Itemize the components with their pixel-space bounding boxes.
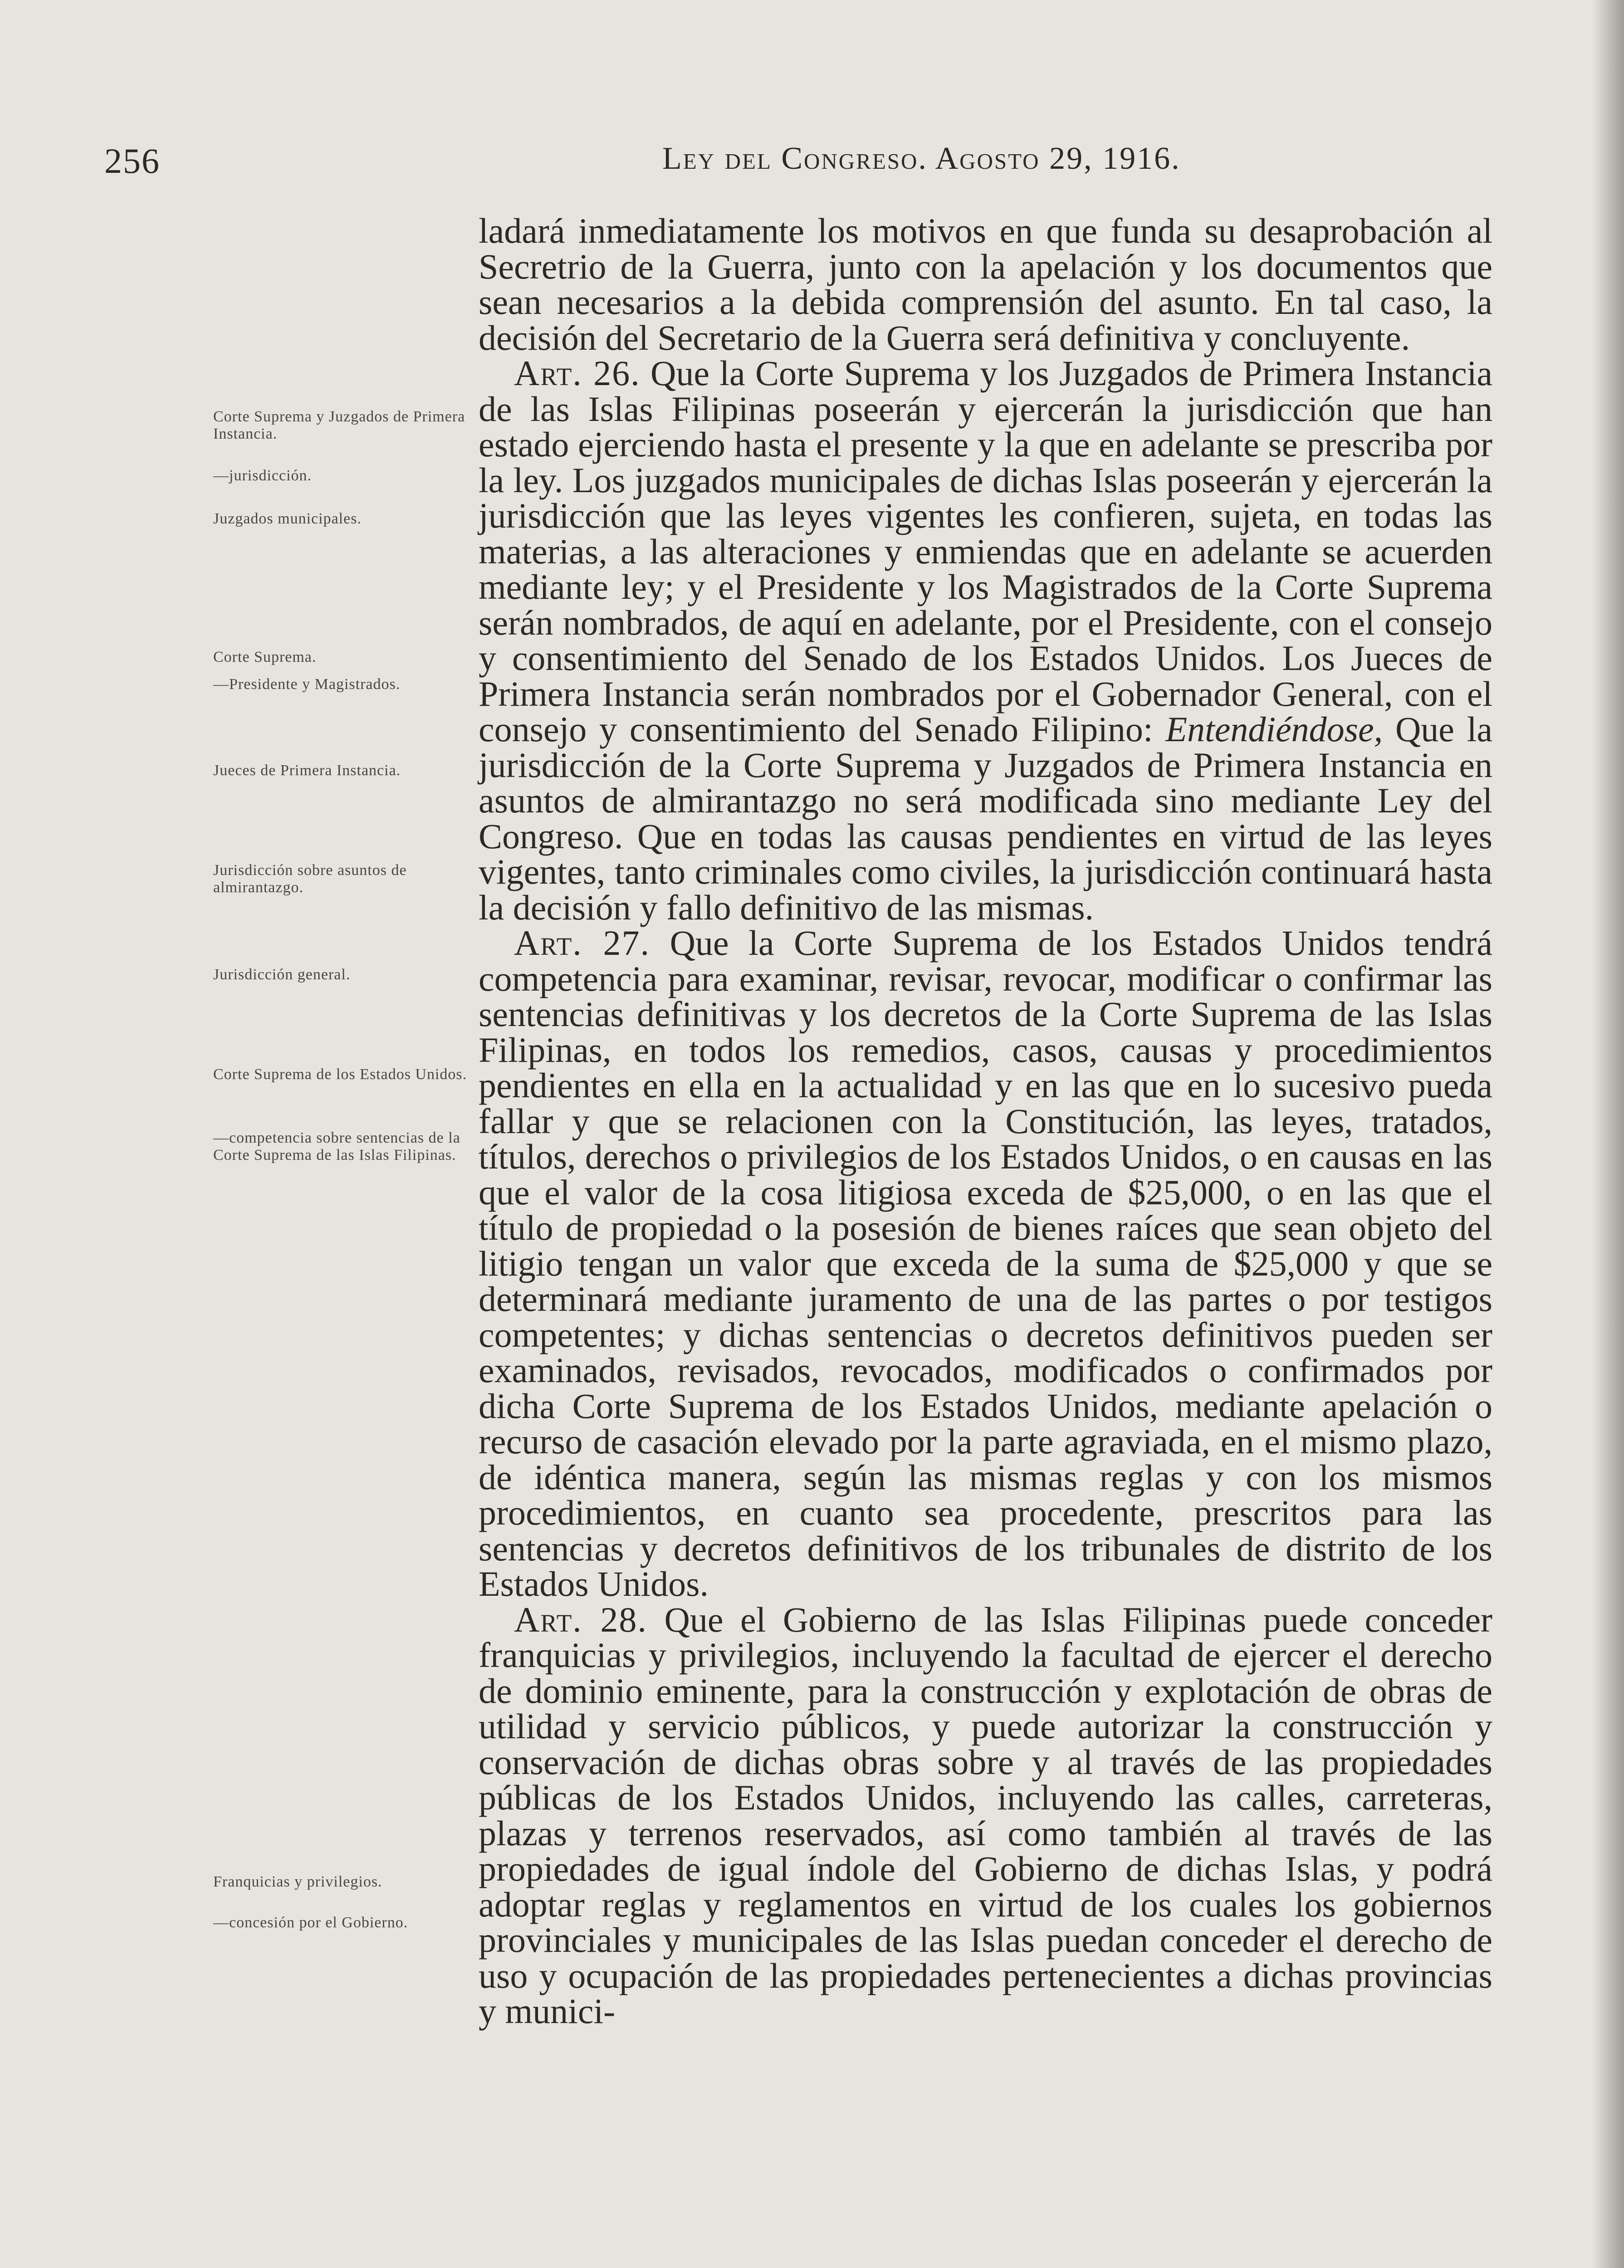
paragraph-art-28 xyxy=(479,1599,1493,2031)
sidenote-jurisdiccion: —jurisdicción. xyxy=(213,467,312,484)
article-28-text: Que el Gobierno de las Islas Filipinas puede conceder franquicias y privilegios, incluyendo la facultad de ejercer el derecho de dominio eminente, para la construcción y explotación de obras de utilidad y servicio públicos, y puede autorizar la construcción y conservación de dichas obras sobre y al través de las propiedades públicas de los Estados Unidos, incluyendo las calles, carreteras, plazas y terrenos reservados, así como también al través de las propiedades de igual índole del Gobierno de dichas Islas, y podrá adoptar reglas y reglamentos en virtud de los cuales los gobiernos provinciales y municipales de las Islas puedan conceder el derecho de uso y ocupación de las propiedades pertenecientes a dichas provincias y munici- xyxy=(479,1599,1493,2031)
page-number: 256 xyxy=(104,141,160,181)
continuation-text: ladará inmediatamente los motivos en que funda su desaprobación al Secretrio de la Guerra, junto con la apelación y los documentos que sean necesarios a la debida comprensión del asunto. En tal caso, la decisión del Secretario de la Guerra será definitiva y concluyente. xyxy=(479,211,1492,357)
sidenote-corte-suprema: Corte Suprema. xyxy=(213,649,317,665)
sidenote-concesion-gobierno: —concesión por el Gobierno. xyxy=(213,1914,408,1931)
page-edge-shadow xyxy=(1592,0,1624,2268)
sidenote-jueces-primera-instancia: Jueces de Primera Instancia. xyxy=(213,762,401,779)
article-28-label: Art. 28. xyxy=(514,1599,647,1639)
paragraph-continuation xyxy=(479,213,1492,356)
article-27-text: Que la Corte Suprema de los Estados Unidos tendrá competencia para examinar, revisar, revocar, modificar o confirmar las sentencias definitivas y los decretos de la Corte Suprema de las Islas Filipinas, en todos los remedios, casos, causas y procedimientos pendientes en ella en la actualidad y en las que en lo sucesivo pueda fallar y que se relacionen con la Constitución, las leyes, tratados, títulos, derechos o privilegios de los Estados Unidos, o en causas en las que el valor de la cosa litigiosa exceda de $25,000, o en las que el título de propiedad o la posesión de bienes raíces que sean objeto del litigio tengan un valor que exceda de la suma de $25,000 y que se determinará mediante juramento de una de las partes o por testigos competentes; y dichas sentencias o decretos definitivos pueden ser examinados, revisados, revocados, modificados o confirmados por dicha Corte Suprema de los Estados Unidos, mediante apelación o recurso de casación elevado por la parte agraviada, en el mismo plazo, de idéntica manera, según las mismas reglas y con los mismos procedimientos, en cuanto sea procedente, prescritos para las sentencias y decretos definitivos de los tribunales de distrito de los Estados Unidos. xyxy=(479,923,1493,1603)
article-26-italic: Entendiéndose, xyxy=(1165,709,1383,749)
sidenote-corte-juzgados: Corte Suprema y Juzgados de Primera Instancia. xyxy=(213,408,465,442)
article-27-label: Art. 27. xyxy=(514,923,650,963)
running-head: Ley del Congreso. Agosto 29, 1916. xyxy=(662,141,1181,176)
sidenote-presidente-magistrados: —Presidente y Magistrados. xyxy=(213,676,401,693)
sidenote-almirantazgo: Jurisdicción sobre asuntos de almirantazgo. xyxy=(213,862,407,896)
page-header xyxy=(0,132,1624,186)
article-26-text: Que la Corte Suprema y los Juzgados de Primera Instancia de las Islas Filipinas poseerán y ejercerán la jurisdicción que han estado ejerciendo hasta el presente y la que en adelante se prescriba por la ley. Los juzgados municipales de dichas Islas poseerán y ejercerán la jurisdicción que las leyes vigentes les confieren, sujeta, en todas las materias, a las alteraciones y enmiendas que en adelante se acuerden mediante ley; y el Presidente y los Magistrados de la Corte Suprema serán nombrados, de aquí en adelante, por el Presidente, con el consejo y consentimiento del Senado de los Estados Unidos. Los Jueces de Primera Instancia serán nombrados por el Gobernador General, con el consejo y consentimiento del Senado Filipino: xyxy=(479,353,1492,749)
main-text-column xyxy=(479,213,1492,2029)
paragraph-art-26 xyxy=(479,353,1493,927)
paragraph-art-27 xyxy=(479,925,1492,1602)
article-26-label: Art. 26. xyxy=(514,353,641,393)
sidenote-franquicias: Franquicias y privilegios. xyxy=(213,1873,382,1890)
article-26-text-cont: Que la jurisdicción de la Corte Suprema y Juzgados de Primera Instancia en asuntos de almirantazgo no será modificada sino mediante Ley del Congreso. Que en todas las causas pendientes en virtud de las leyes vigentes, tanto criminales como civiles, la jurisdicción continuará hasta la decisión y fallo definitivo de las mismas. xyxy=(479,709,1493,927)
sidenote-competencia: —competencia sobre sentencias de la Corte Suprema de las Islas Filipinas. xyxy=(213,1129,460,1163)
sidenote-jurisdiccion-general: Jurisdicción general. xyxy=(213,966,351,983)
sidenote-corte-suprema-eeuu: Corte Suprema de los Estados Unidos. xyxy=(213,1066,467,1083)
sidenote-juzgados-municipales: Juzgados municipales. xyxy=(213,510,362,527)
